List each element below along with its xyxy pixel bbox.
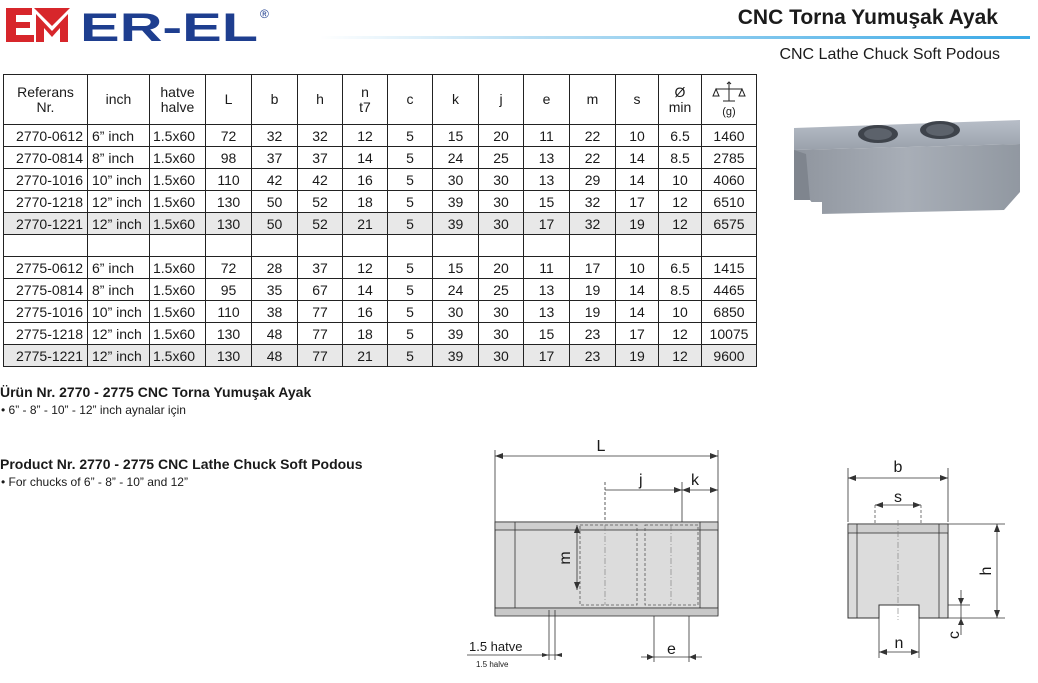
table-cell: 11: [524, 257, 570, 279]
table-cell: 14: [616, 301, 659, 323]
table-cell: 32: [570, 191, 616, 213]
table-cell: 1.5x60: [150, 345, 206, 367]
table-cell: 10: [616, 257, 659, 279]
table-cell: 6” inch: [88, 125, 150, 147]
table-cell: 5: [388, 345, 433, 367]
col-m: m: [570, 75, 616, 125]
table-cell: 110: [206, 301, 252, 323]
table-cell: 77: [298, 345, 343, 367]
table-cell: 17: [524, 213, 570, 235]
table-cell: 6.5: [659, 257, 702, 279]
table-cell: 10” inch: [88, 169, 150, 191]
table-cell: 13: [524, 169, 570, 191]
product-title-tr: Ürün Nr. 2770 - 2775 CNC Torna Yumuşak Ayak: [0, 384, 312, 400]
table-cell: 2770-0612: [4, 125, 88, 147]
side-view-drawing: [455, 430, 745, 680]
table-cell: 77: [298, 301, 343, 323]
dim-pitch-en: 1.5 halve: [476, 660, 509, 669]
title-underline: [320, 36, 1030, 39]
table-cell: 130: [206, 345, 252, 367]
table-cell: 17: [524, 345, 570, 367]
table-cell: 1.5x60: [150, 169, 206, 191]
table-cell: 2770-1218: [4, 191, 88, 213]
table-row: [4, 257, 757, 279]
table-cell: 14: [616, 279, 659, 301]
end-view-drawing: [835, 450, 1035, 675]
table-row: [4, 191, 757, 213]
table-cell: 30: [479, 323, 524, 345]
col-c: c: [388, 75, 433, 125]
svg-text:®: ®: [260, 7, 269, 21]
er-el-logo: [4, 4, 274, 48]
table-cell: 9600: [702, 345, 757, 367]
table-cell: 1.5x60: [150, 301, 206, 323]
table-cell: 48: [252, 323, 298, 345]
table-cell: 16: [343, 169, 388, 191]
table-cell: 6.5: [659, 125, 702, 147]
table-cell: 37: [252, 147, 298, 169]
table-cell: 8.5: [659, 279, 702, 301]
table-cell: 32: [298, 125, 343, 147]
table-cell: 22: [570, 125, 616, 147]
table-cell: 10: [659, 169, 702, 191]
product-bullet-tr: • 6” - 8” - 10” - 12” inch aynalar için: [1, 403, 186, 417]
col-b: b: [252, 75, 298, 125]
col-ref: Referans Nr.: [4, 75, 88, 125]
table-cell: 12: [659, 345, 702, 367]
table-cell: 2770-0814: [4, 147, 88, 169]
table-cell: 15: [433, 257, 479, 279]
table-cell: 30: [479, 345, 524, 367]
table-cell: 95: [206, 279, 252, 301]
table-cell: 14: [343, 279, 388, 301]
table-cell: 52: [298, 213, 343, 235]
table-cell: 1.5x60: [150, 147, 206, 169]
table-cell: 50: [252, 191, 298, 213]
table-cell: 10: [616, 125, 659, 147]
table-cell: 130: [206, 323, 252, 345]
table-cell: 5: [388, 257, 433, 279]
table-cell: 6510: [702, 191, 757, 213]
col-L: L: [206, 75, 252, 125]
table-cell: 20: [479, 257, 524, 279]
dim-L: L: [596, 438, 606, 455]
table-cell: 1.5x60: [150, 257, 206, 279]
table-cell: 12” inch: [88, 191, 150, 213]
table-cell: 2775-1221: [4, 345, 88, 367]
table-cell: 5: [388, 125, 433, 147]
table-cell: 12: [659, 213, 702, 235]
table-cell: 8.5: [659, 147, 702, 169]
table-row: [4, 213, 757, 235]
dim-k: k: [691, 472, 699, 489]
table-cell: 14: [343, 147, 388, 169]
table-cell: 1415: [702, 257, 757, 279]
table-cell: 2775-1016: [4, 301, 88, 323]
table-cell: 17: [616, 191, 659, 213]
logo-wordmark: ER-EL: [80, 6, 258, 48]
page-title-tr: CNC Torna Yumuşak Ayak: [737, 6, 998, 29]
col-halve: hatve halve: [150, 75, 206, 125]
table-cell: 4465: [702, 279, 757, 301]
table-cell: 2770-1221: [4, 213, 88, 235]
table-cell: 10” inch: [88, 301, 150, 323]
table-cell: 4060: [702, 169, 757, 191]
table-spacer-row: [4, 235, 757, 257]
table-cell: 1460: [702, 125, 757, 147]
col-j: j: [479, 75, 524, 125]
table-cell: 48: [252, 345, 298, 367]
table-cell: 39: [433, 323, 479, 345]
table-row: [4, 169, 757, 191]
table-cell: 1.5x60: [150, 279, 206, 301]
table-cell: 30: [479, 213, 524, 235]
table-cell: 77: [298, 323, 343, 345]
col-weight: (g): [702, 75, 757, 125]
table-cell: 35: [252, 279, 298, 301]
table-cell: 25: [479, 279, 524, 301]
table-cell: 12: [659, 323, 702, 345]
table-cell: 5: [388, 301, 433, 323]
table-cell: 2775-0612: [4, 257, 88, 279]
table-cell: 5: [388, 147, 433, 169]
table-cell: 12” inch: [88, 345, 150, 367]
col-inch: inch: [88, 75, 150, 125]
table-cell: 13: [524, 279, 570, 301]
dim-n: n: [894, 635, 904, 652]
table-cell: 30: [433, 169, 479, 191]
table-cell: 39: [433, 213, 479, 235]
table-cell: 5: [388, 191, 433, 213]
product-bullet-en: • For chucks of 6” - 8” - 10” and 12”: [1, 475, 188, 489]
table-row: [4, 125, 757, 147]
table-cell: 110: [206, 169, 252, 191]
table-cell: 18: [343, 191, 388, 213]
table-row: [4, 301, 757, 323]
table-cell: 23: [570, 323, 616, 345]
col-s: s: [616, 75, 659, 125]
table-row: [4, 345, 757, 367]
table-cell: 10075: [702, 323, 757, 345]
table-cell: 72: [206, 125, 252, 147]
table-cell: 98: [206, 147, 252, 169]
table-cell: 2775-0814: [4, 279, 88, 301]
dim-e: e: [667, 641, 676, 658]
dim-pitch-tr: 1.5 hatve: [469, 639, 523, 654]
dim-b: b: [893, 459, 903, 476]
table-cell: 42: [252, 169, 298, 191]
scale-icon: [712, 81, 746, 107]
table-cell: 28: [252, 257, 298, 279]
table-cell: 23: [570, 345, 616, 367]
table-cell: 16: [343, 301, 388, 323]
table-header-row: [4, 75, 757, 125]
table-cell: 2770-1016: [4, 169, 88, 191]
table-cell: 17: [570, 257, 616, 279]
table-cell: 19: [570, 279, 616, 301]
table-cell: 25: [479, 147, 524, 169]
col-h: h: [298, 75, 343, 125]
col-e: e: [524, 75, 570, 125]
table-cell: 5: [388, 213, 433, 235]
table-cell: 30: [479, 191, 524, 213]
table-cell: 18: [343, 323, 388, 345]
product-title-en: Product Nr. 2770 - 2775 CNC Lathe Chuck Soft Podous: [0, 456, 363, 472]
table-cell: 5: [388, 169, 433, 191]
table-cell: 21: [343, 213, 388, 235]
table-cell: 1.5x60: [150, 191, 206, 213]
table-cell: 12: [343, 125, 388, 147]
table-cell: 15: [524, 323, 570, 345]
table-cell: 14: [616, 147, 659, 169]
dim-m: m: [557, 551, 574, 565]
table-cell: 19: [616, 345, 659, 367]
table-cell: 12” inch: [88, 323, 150, 345]
table-cell: 1.5x60: [150, 125, 206, 147]
table-cell: 1.5x60: [150, 323, 206, 345]
table-row: [4, 279, 757, 301]
table-cell: 2775-1218: [4, 323, 88, 345]
table-cell: 30: [479, 301, 524, 323]
table-cell: 32: [570, 213, 616, 235]
table-cell: 42: [298, 169, 343, 191]
col-n: n t7: [343, 75, 388, 125]
table-cell: 38: [252, 301, 298, 323]
table-cell: 6575: [702, 213, 757, 235]
table-cell: 30: [433, 301, 479, 323]
table-cell: 8” inch: [88, 279, 150, 301]
col-k: k: [433, 75, 479, 125]
dim-s: s: [894, 489, 902, 506]
table-cell: 24: [433, 279, 479, 301]
logo-mark-icon: [6, 8, 70, 42]
page-title-en: CNC Lathe Chuck Soft Podous: [779, 46, 1000, 63]
dim-j: j: [639, 472, 643, 489]
table-row: [4, 147, 757, 169]
table-cell: 72: [206, 257, 252, 279]
table-cell: 37: [298, 257, 343, 279]
table-cell: 15: [433, 125, 479, 147]
table-cell: 67: [298, 279, 343, 301]
table-cell: 24: [433, 147, 479, 169]
dim-c: c: [946, 631, 963, 639]
table-cell: 1.5x60: [150, 213, 206, 235]
table-cell: 130: [206, 213, 252, 235]
table-cell: 13: [524, 147, 570, 169]
table-row: [4, 323, 757, 345]
table-cell: 21: [343, 345, 388, 367]
table-cell: 12: [659, 191, 702, 213]
table-cell: 6” inch: [88, 257, 150, 279]
spec-table: [3, 74, 757, 367]
table-cell: 39: [433, 191, 479, 213]
table-cell: 17: [616, 323, 659, 345]
table-cell: 14: [616, 169, 659, 191]
table-cell: 37: [298, 147, 343, 169]
table-cell: 5: [388, 323, 433, 345]
table-cell: 5: [388, 279, 433, 301]
dim-h: h: [978, 566, 995, 576]
table-cell: 30: [479, 169, 524, 191]
col-phi: Ø min: [659, 75, 702, 125]
table-cell: 12” inch: [88, 213, 150, 235]
table-cell: 52: [298, 191, 343, 213]
table-cell: 2785: [702, 147, 757, 169]
table-cell: 15: [524, 191, 570, 213]
table-cell: 10: [659, 301, 702, 323]
table-cell: 8” inch: [88, 147, 150, 169]
product-photo: [790, 114, 1022, 224]
table-cell: 19: [616, 213, 659, 235]
table-cell: 13: [524, 301, 570, 323]
table-cell: 22: [570, 147, 616, 169]
table-cell: 20: [479, 125, 524, 147]
table-cell: 130: [206, 191, 252, 213]
table-cell: 29: [570, 169, 616, 191]
table-cell: 19: [570, 301, 616, 323]
table-cell: 50: [252, 213, 298, 235]
table-cell: 39: [433, 345, 479, 367]
table-cell: 12: [343, 257, 388, 279]
table-cell: 11: [524, 125, 570, 147]
table-cell: 6850: [702, 301, 757, 323]
table-cell: 32: [252, 125, 298, 147]
